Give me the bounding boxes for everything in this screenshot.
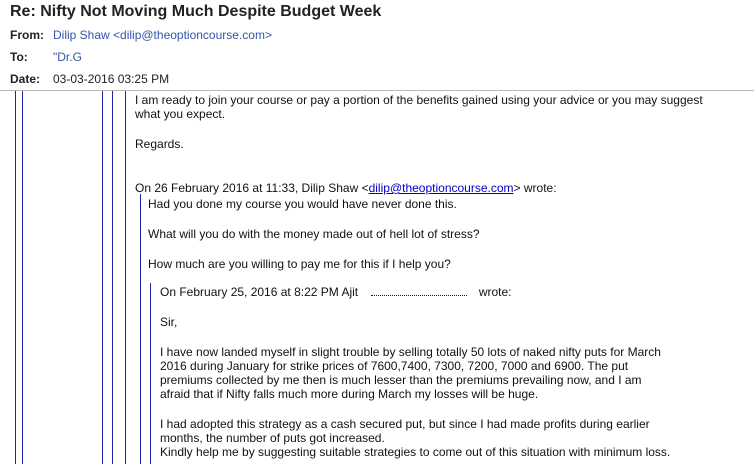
quote-bar-outer-4	[112, 91, 113, 464]
quote-bar-outer-2	[22, 91, 23, 464]
quote2-intro-prefix: On February 25, 2016 at 8:22 PM Ajit	[160, 285, 359, 299]
quote-bar-outer-5	[125, 91, 126, 464]
intro-line-2: what you expect.	[135, 107, 226, 121]
quote2-p2-line-3: Kindly help me by suggesting suitable strategies to come out of this situation with minimum loss.	[160, 445, 671, 459]
quote1-intro	[135, 182, 557, 196]
to-label: To:	[10, 50, 28, 64]
quote-bar-outer-1	[15, 91, 16, 464]
quote2-p1-line-4: afraid that if Nifty falls much more during March my losses will be huge.	[160, 387, 539, 401]
quote2-intro	[160, 286, 512, 300]
from-value[interactable]: Dilip Shaw <dilip@theoptioncourse.com>	[53, 28, 272, 42]
date-value: 03-03-2016 03:25 PM	[53, 72, 170, 86]
quote2-p2-line-2: months, the number of puts got increased.	[160, 431, 385, 445]
quote2-salutation: Sir,	[160, 315, 178, 329]
quote2-p2-line-1: I had adopted this strategy as a cash secured put, but since I had made profits during earlier	[160, 417, 650, 431]
quote1-line-3: How much are you willing to pay me for this if I help you?	[148, 257, 451, 271]
date-label: Date:	[10, 72, 41, 86]
intro-line-1: I am ready to join your course or pay a portion of the benefits gained using your advice or you may suggest	[135, 93, 703, 107]
message-header	[0, 0, 754, 90]
quote-bar-level-1	[140, 194, 141, 464]
message-body[interactable]	[0, 91, 754, 464]
regards-line: Regards.	[135, 137, 184, 151]
quote1-intro-suffix: > wrote:	[513, 181, 557, 195]
quote1-intro-prefix: On 26 February 2016 at 11:33, Dilip Shaw <	[135, 181, 369, 195]
quote1-line-1: Had you done my course you would have never done this.	[148, 197, 457, 211]
quote1-line-2: What will you do with the money made out of hell lot of stress?	[148, 227, 480, 241]
from-label: From:	[10, 28, 44, 42]
quote-bar-level-2	[150, 283, 151, 464]
redacted-email-link[interactable]	[371, 287, 467, 296]
message-subject: Re: Nifty Not Moving Much Despite Budget Week	[10, 3, 382, 20]
quote2-p1-line-1: I have now landed myself in slight trouble by selling totally 50 lots of naked nifty puts for March	[160, 345, 661, 359]
quote2-intro-suffix: wrote:	[478, 285, 512, 299]
quote2-p1-line-3: premiums collected by me then is much lesser than the premiums prevailing now, and I am	[160, 373, 642, 387]
quote1-email-link[interactable]: dilip@theoptioncourse.com	[368, 181, 514, 195]
quote-bar-outer-3	[102, 91, 103, 464]
quote2-p1-line-2: 2016 during January for strike prices of 7600,7400, 7300, 7200, 7000 and 6900. The put	[160, 359, 629, 373]
to-value[interactable]: "Dr.G	[53, 50, 82, 64]
